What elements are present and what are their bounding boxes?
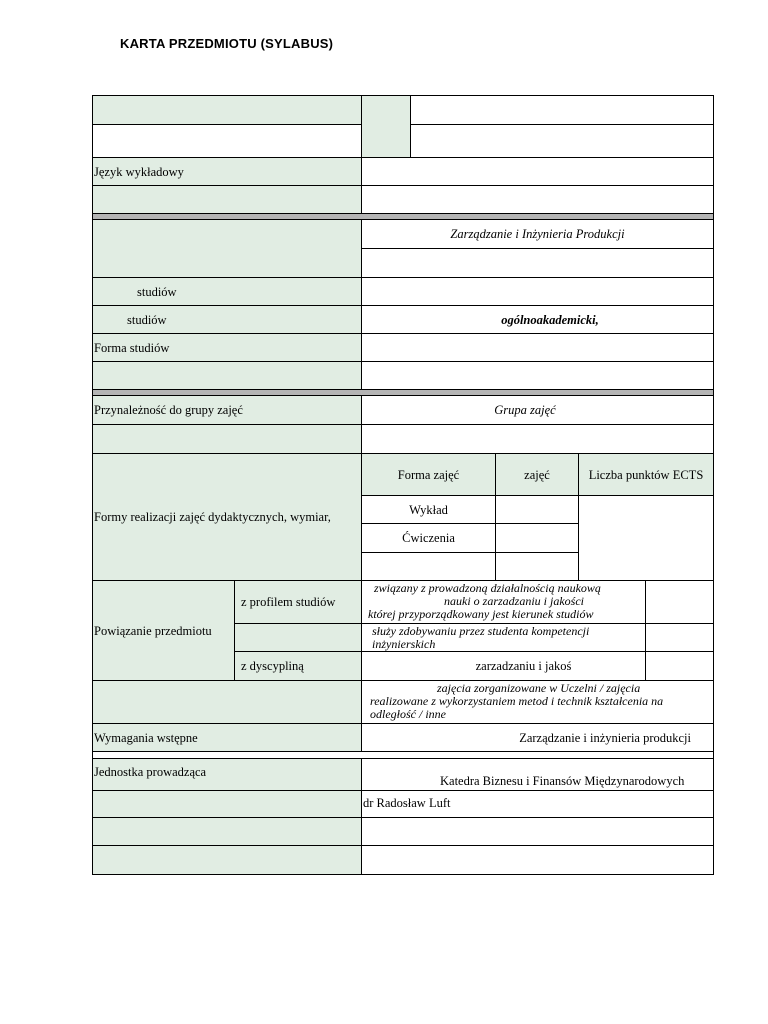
profil-label-text: studiów (127, 312, 167, 327)
profil-studiow-label-text: z profilem studiów (241, 595, 336, 609)
status-value (361, 424, 714, 454)
formy-label: Formy realizacji zajęć dydaktycznych, wymiar, (92, 453, 362, 581)
poziom-value (361, 277, 714, 306)
dyscyplina-label-text: z dyscypliną (241, 659, 304, 673)
kompetencje-extra (645, 623, 714, 652)
kompetencje-label (234, 623, 362, 652)
rodzaj-value (361, 185, 714, 214)
grupa-label: Przynależność do grupy zajęć (92, 395, 362, 425)
koordynator-label (92, 790, 362, 818)
page-title: KARTA PRZEDMIOTU (SYLABUS) (120, 36, 334, 51)
kompetencje-value (361, 623, 646, 652)
koordynator-value (361, 790, 714, 818)
formy-row-wyklad: Wykład (361, 495, 496, 524)
rodzaj-label (92, 185, 362, 214)
profil-studiow-line1: związany z prowadzoną działalnością naukową (374, 581, 601, 595)
cell-code-value (410, 124, 714, 158)
sposob-line1: zajęcia zorganizowane w Uczelni / zajęcia (437, 681, 641, 695)
profil-value (361, 305, 714, 334)
dyscyplina-extra (645, 651, 714, 681)
cell-name-label (92, 95, 362, 125)
dyscyplina-value (361, 651, 646, 681)
kierunek-value: Zarządzanie i Inżynieria Produkcji (361, 219, 714, 249)
formy-row-cwiczenia-hours (495, 523, 579, 553)
profil-studiow-line2: nauki o zarzadzaniu i jakości (444, 594, 584, 608)
profil-studiow-line3: której przyporządkowany jest kierunek studiów (368, 607, 594, 621)
sposob-value (361, 680, 714, 724)
kierunek-label (92, 219, 362, 278)
formy-row-wyklad-hours (495, 495, 579, 524)
jednostka-value-text: Katedra Biznesu i Finansów Międzynarodowych (440, 774, 685, 788)
sposob-line2: realizowane z wykorzystaniem metod i technik kształcenia na (370, 694, 664, 708)
kompetencje-line1: służy zdobywaniu przez studenta kompetencji (372, 624, 590, 638)
sposob-label (92, 680, 362, 724)
profil-value-text: ogólnoakademicki, (501, 312, 599, 327)
cell-code-label (361, 95, 411, 158)
dyscyplina-value-text: zarzadzaniu i jakoś (475, 659, 572, 673)
cell-name-value (410, 95, 714, 125)
profil-label (92, 305, 362, 334)
profil-studiow-label (234, 580, 362, 624)
semestr-value (361, 361, 714, 390)
semestr-label (92, 361, 362, 390)
prowadzacy-label (92, 817, 362, 846)
wymagania-label: Wymagania wstępne (92, 723, 362, 752)
formy-row-cwiczenia: Ćwiczenia (361, 523, 496, 553)
formy-ects-value (578, 495, 714, 581)
profil-studiow-value (361, 580, 646, 624)
jezyk-value (361, 157, 714, 186)
poziom-label (92, 277, 362, 306)
jednostka-value (361, 758, 714, 791)
wymagania-value (361, 723, 714, 752)
status-label (92, 424, 362, 454)
poziom-label-text: studiów (137, 284, 177, 299)
koordynator-value-text: dr Radosław Luft (363, 796, 451, 810)
formy-header-zajec: zajęć (495, 453, 579, 496)
specjalnosc-value (361, 248, 714, 278)
prowadzacy-value (361, 817, 714, 846)
dyscyplina-label (234, 651, 362, 681)
kontakt-value (361, 845, 714, 875)
profil-studiow-extra (645, 580, 714, 624)
grupa-value (361, 395, 714, 425)
grupa-value-text: Grupa zajęć (494, 403, 556, 417)
jednostka-label-text: Jednostka prowadząca (94, 765, 207, 779)
formy-row-empty (361, 552, 496, 581)
wymagania-value-text: Zarządzanie i inżynieria produkcji (519, 730, 691, 745)
formy-header-ects: Liczba punktów ECTS (578, 453, 714, 496)
cell-name-en-value (92, 124, 362, 158)
formy-header-forma: Forma zajęć (361, 453, 496, 496)
powiazanie-label: Powiązanie przedmiotu (92, 580, 235, 681)
forma-studiow-label: Forma studiów (92, 333, 362, 362)
formy-row-empty-hours (495, 552, 579, 581)
jednostka-label (92, 758, 362, 791)
kompetencje-line2: inżynierskich (372, 637, 436, 651)
sposob-line3: odległość / inne (370, 707, 446, 721)
jezyk-label: Język wykładowy (92, 157, 362, 186)
kontakt-label (92, 845, 362, 875)
forma-studiow-value (361, 333, 714, 362)
